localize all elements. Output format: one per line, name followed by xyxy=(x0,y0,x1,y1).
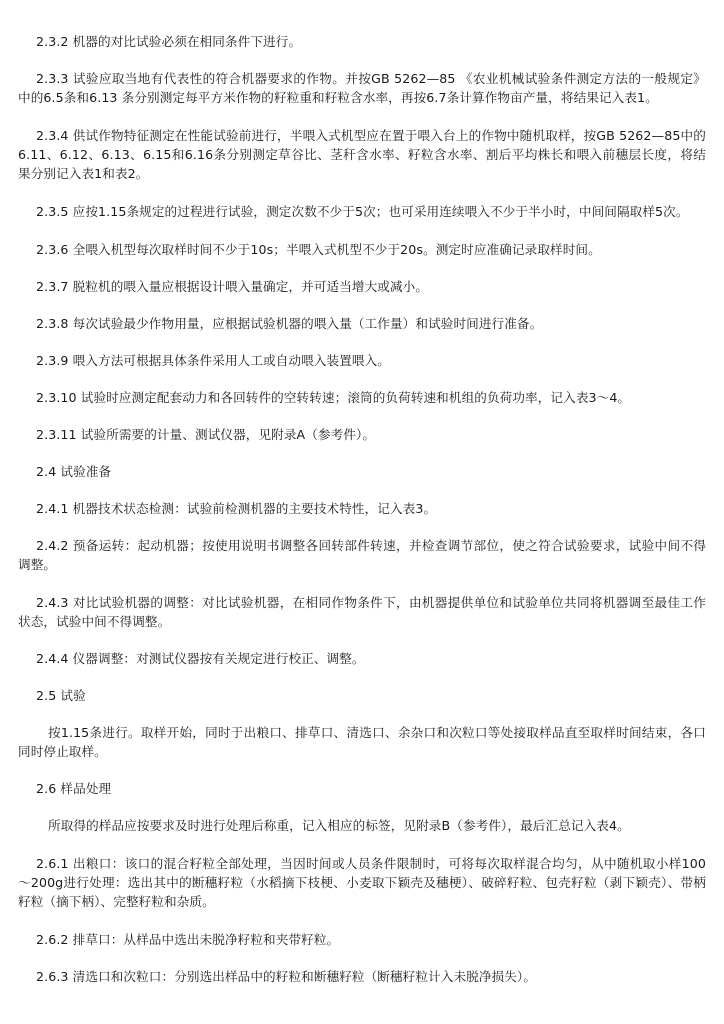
paragraph-2-6-3: 2.6.3 清选口和次粒口：分别选出样品中的籽粒和断穗籽粒（断穗籽粒计入未脱净损失）。 xyxy=(36,969,537,984)
paragraph-2-3-3: 2.3.3 试验应取当地有代表性的符合机器要求的作物。并按GB 5262—85 《农业机械试验条件测定方法的一般规定》中的6.5条和6.13 条分别测定每平方米作物的籽粒重和籽粒含水率，再按6.7条计算作物亩产量，将结果记入表1。 xyxy=(18,71,706,105)
paragraph-2-4-2: 2.4.2 预备运转：起动机器；按使用说明书调整各回转部件转速，并检查调节部位，使之符合试验要求，试验中间不得调整。 xyxy=(18,538,706,572)
paragraph-2-3-10: 2.3.10 试验时应测定配套动力和各回转件的空转转速；滚筒的负荷转速和机组的负荷功率，记入表3～4。 xyxy=(36,390,631,405)
paragraph-2-6-1: 2.6.1 出粮口：该口的混合籽粒全部处理，当因时间或人员条件限制时，可将每次取样混合均匀，从中随机取小样100～200g进行处理：选出其中的断穗籽粒（水稻摘下枝梗、小麦取下颖壳及穗梗）、破碎籽粒、包壳籽粒（剥下颖壳）、带柄籽粒（摘下柄）、完整籽粒和杂质。 xyxy=(18,856,706,909)
paragraph-2-4-1: 2.4.1 机器技术状态检测：试验前检测机器的主要技术特性，记入表3。 xyxy=(36,501,437,516)
paragraph-2-3-8: 2.3.8 每次试验最少作物用量，应根据试验机器的喂入量（工作量）和试验时间进行准备。 xyxy=(36,316,543,331)
paragraph-2-3-11: 2.3.11 试验所需要的计量、测试仪器，见附录A（参考件）。 xyxy=(36,427,376,442)
paragraph-2-3-4: 2.3.4 供试作物特征测定在性能试验前进行，半喂入式机型应在置于喂入台上的作物中随机取样，按GB 5262—85中的6.11、6.12、6.13、6.15和6.16条分别测定草谷比、茎秆含水率、籽粒含水率、割后平均株长和喂入前穗层长度，将结果分别记入表1和表2。 xyxy=(18,128,706,181)
section-heading-2-6: 2.6 样品处理 xyxy=(36,781,112,796)
paragraph-2-4-3: 2.4.3 对比试验机器的调整：对比试验机器，在相同作物条件下，由机器提供单位和试验单位共同将机器调至最佳工作状态，试验中间不得调整。 xyxy=(18,595,706,629)
paragraph-2-4-4: 2.4.4 仪器调整：对测试仪器按有关规定进行校正、调整。 xyxy=(36,651,365,666)
paragraph-2-3-2: 2.3.2 机器的对比试验必须在相同条件下进行。 xyxy=(36,34,302,49)
section-heading-2-5: 2.5 试验 xyxy=(36,688,86,703)
paragraph-2-6-body: 所取得的样品应按要求及时进行处理后称重，记入相应的标签，见附录B（参考件），最后汇总记入表4。 xyxy=(48,818,630,833)
paragraph-2-6-2: 2.6.2 排草口：从样品中选出未脱净籽粒和夹带籽粒。 xyxy=(36,932,340,947)
section-heading-2-4: 2.4 试验准备 xyxy=(36,464,112,479)
paragraph-2-5-body: 按1.15条进行。取样开始，同时于出粮口、排草口、清选口、余杂口和次粒口等处接取样品直至取样时间结束，各口同时停止取样。 xyxy=(18,725,706,759)
paragraph-2-3-6: 2.3.6 全喂入机型每次取样时间不少于10s；半喂入式机型不少于20s。测定时应准确记录取样时间。 xyxy=(36,242,601,257)
paragraph-2-3-7: 2.3.7 脱粒机的喂入量应根据设计喂入量确定，并可适当增大或减小。 xyxy=(36,279,429,294)
paragraph-2-3-9: 2.3.9 喂入方法可根据具体条件采用人工或自动喂入装置喂入。 xyxy=(36,353,390,368)
paragraph-2-3-5: 2.3.5 应按1.15条规定的过程进行试验，测定次数不少于5次；也可采用连续喂入不少于半小时，中间间隔取样5次。 xyxy=(36,204,689,219)
